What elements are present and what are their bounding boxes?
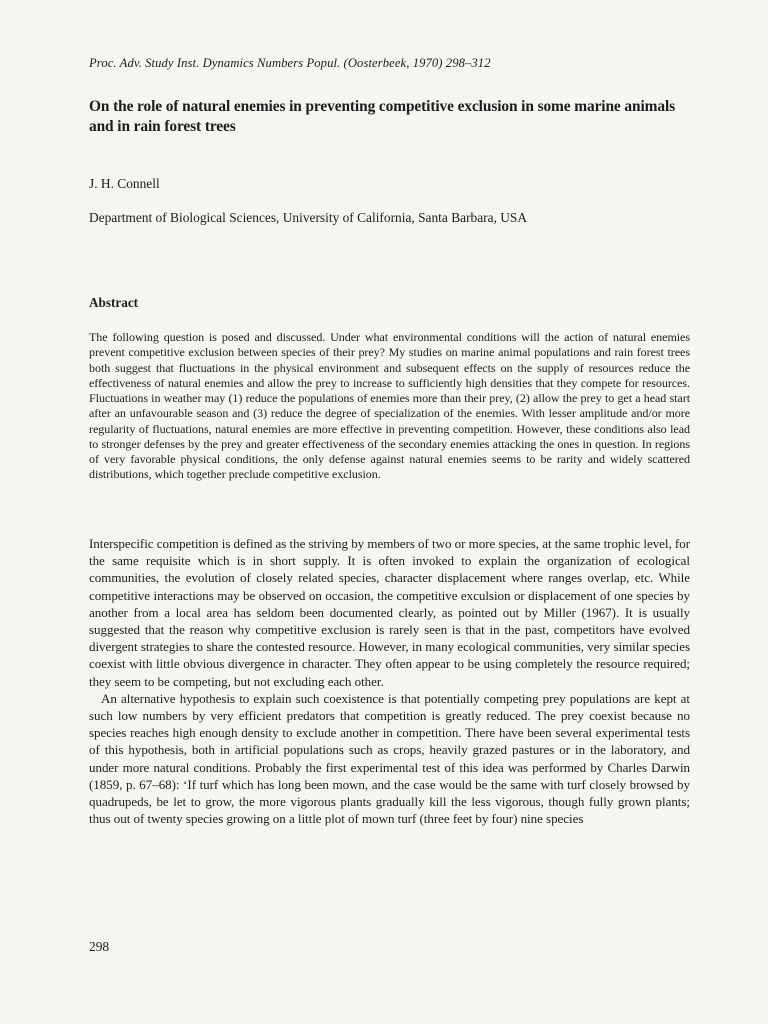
abstract-text: The following question is posed and discussed. Under what environmental conditions will the action of natural enemies prevent competitive exclusion between species of their prey? My studies on marine animal populations and rain forest trees both suggest that fluctuations in the physical environment and subsequent effects on the supply of resources reduce the effectiveness of natural enemies and allow the prey to increase to sufficiently high densities that they compete for resources. Fluctuations in weather may (1) reduce the populations of enemies more than their prey, (2) allow the prey to get a head start after an unfavourable season and (3) reduce the degree of specialization of the enemies. With lesser amplitude and/or more regularity of fluctuations, natural enemies are more effective in preventing competition. However, these conditions also lead to stronger defenses by the prey and greater effectiveness of the secondary enemies attacking the ones in question. In regions of very favorable physical conditions, the only defense against natural enemies seems to be rarity and widely scattered distributions, which together preclude competitive exclusion.	[89, 330, 690, 482]
body-text	[89, 535, 690, 827]
page-number: 298	[89, 939, 110, 954]
journal-citation: Proc. Adv. Study Inst. Dynamics Numbers Popul. (Oosterbeek, 1970) 298–312	[89, 56, 491, 70]
author-name: J. H. Connell	[89, 176, 160, 191]
body-paragraph-2: An alternative hypothesis to explain such coexistence is that potentially competing prey populations are kept at such low numbers by very efficient predators that competition is greatly reduced. The prey coexist because no species reaches high enough density to exclude another in competition. There have been several experimental tests of this hypothesis, both in artificial populations such as crops, heavily grazed pastures or in the laboratory, and under more natural conditions. Probably the first experimental test of this idea was performed by Charles Darwin (1859, p. 67–68): ‘If turf which has long been mown, and the case would be the same with turf closely browsed by quadrupeds, be let to grow, the more vigorous plants gradually kill the less vigorous, though fully grown plants; thus out of twenty species growing on a little plot of mown turf (three feet by four) nine species	[89, 690, 690, 827]
article-title: On the role of natural enemies in preventing competitive exclusion in some marine animals and in rain forest trees	[89, 98, 676, 135]
body-paragraph-1: Interspecific competition is defined as the striving by members of two or more species, at the same trophic level, for the same requisite which is in short supply. It is often invoked to explain the organization of ecological communities, the evolution of closely related species, character displacement where ranges overlap, etc. While competitive interactions may be observed on occasion, the competitive exculsion or displacement of one species by another from a local area has seldom been documented clearly, as pointed out by Miller (1967). It is usually suggested that the reason why competitive exclusion is rarely seen is that in the past, competitors have evolved divergent strategies to share the contested resource. However, in many ecological communities, very similar species coexist with little obvious divergence in character. They often appear to be using completely the resource required; they seem to be competing, but not excluding each other.	[89, 536, 690, 689]
author-affiliation: Department of Biological Sciences, University of California, Santa Barbara, USA	[89, 210, 528, 225]
abstract-heading: Abstract	[89, 295, 139, 310]
